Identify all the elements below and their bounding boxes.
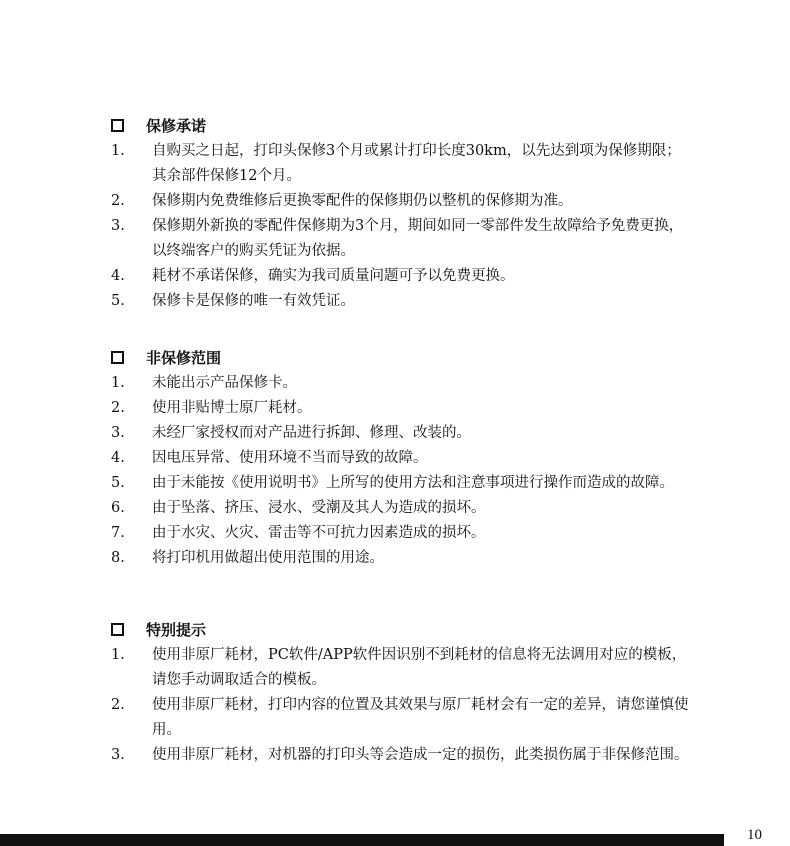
- section-special-notice: [111, 617, 691, 768]
- list-item: [111, 264, 691, 289]
- item-text: 因电压异常、使用环境不当而导致的故障。: [152, 450, 428, 466]
- item-number: 3.: [111, 747, 125, 763]
- item-number: 5.: [111, 475, 125, 491]
- item-text: 保修期内免费维修后更换零配件的保修期仍以整机的保修期为准。: [152, 193, 573, 209]
- section-header: [111, 113, 691, 137]
- item-text: 使用非原厂耗材，PC软件/APP软件因识别不到耗材的信息将无法调用对应的模板，请您手动调取适合的模板。: [152, 647, 687, 688]
- item-text: 由于水灾、火灾、雷击等不可抗力因素造成的损坏。: [152, 525, 486, 541]
- footer-bar: [0, 834, 724, 846]
- item-number: 2.: [111, 193, 125, 209]
- item-text: 由于未能按《使用说明书》上所写的使用方法和注意事项进行操作而造成的故障。: [152, 475, 674, 491]
- item-number: 4.: [111, 450, 125, 466]
- item-text: 保修卡是保修的唯一有效凭证。: [152, 293, 355, 309]
- item-number: 8.: [111, 550, 125, 566]
- section-title: 保修承诺: [146, 116, 207, 135]
- item-number: 1.: [111, 647, 125, 663]
- item-number: 4.: [111, 268, 125, 284]
- item-number: 2.: [111, 400, 125, 416]
- list-item: [111, 421, 691, 446]
- square-bullet-icon: [111, 623, 124, 636]
- list-item: [111, 189, 691, 214]
- item-text: 自购买之日起，打印头保修3个月或累计打印长度30km，以先达到项为保修期限；其余部件保修12个月。: [152, 143, 681, 184]
- item-text: 将打印机用做超出使用范围的用途。: [152, 550, 384, 566]
- section-title: 特别提示: [146, 620, 207, 639]
- item-text: 未经厂家授权而对产品进行拆卸、修理、改装的。: [152, 425, 471, 441]
- item-number: 7.: [111, 525, 125, 541]
- item-text: 使用非原厂耗材，对机器的打印头等会造成一定的损伤，此类损伤属于非保修范围。: [152, 747, 689, 763]
- item-number: 1.: [111, 143, 125, 159]
- square-bullet-icon: [111, 351, 124, 364]
- page-number: 10: [747, 827, 762, 843]
- item-number: 3.: [111, 218, 125, 234]
- list-item: [111, 496, 691, 521]
- item-number: 5.: [111, 293, 125, 309]
- list-item: [111, 214, 691, 264]
- list-item: [111, 396, 691, 421]
- item-text: 使用非贴博士原厂耗材。: [152, 400, 312, 416]
- item-text: 未能出示产品保修卡。: [152, 375, 297, 391]
- item-text: 耗材不承诺保修，确实为我司质量问题可予以免费更换。: [152, 268, 515, 284]
- section-warranty-promise: [111, 113, 691, 314]
- item-number: 3.: [111, 425, 125, 441]
- section-header: [111, 617, 691, 641]
- list-item: [111, 546, 691, 571]
- item-number: 2.: [111, 697, 125, 713]
- list-item: [111, 643, 691, 693]
- item-list: [111, 643, 691, 768]
- item-text: 保修期外新换的零配件保修期为3个月，期间如同一零部件发生故障给予免费更换，以终端客户的购买凭证为依据。: [152, 218, 684, 259]
- item-number: 1.: [111, 375, 125, 391]
- item-text: 使用非原厂耗材，打印内容的位置及其效果与原厂耗材会有一定的差异，请您谨慎使用。: [152, 697, 689, 738]
- list-item: [111, 289, 691, 314]
- list-item: [111, 743, 691, 768]
- item-number: 6.: [111, 500, 125, 516]
- item-list: [111, 139, 691, 314]
- item-list: [111, 371, 691, 571]
- section-non-warranty-scope: [111, 345, 691, 571]
- list-item: [111, 371, 691, 396]
- square-bullet-icon: [111, 119, 124, 132]
- list-item: [111, 446, 691, 471]
- list-item: [111, 693, 691, 743]
- item-text: 由于坠落、挤压、浸水、受潮及其人为造成的损坏。: [152, 500, 486, 516]
- section-title: 非保修范围: [146, 348, 222, 367]
- list-item: [111, 139, 691, 189]
- list-item: [111, 521, 691, 546]
- list-item: [111, 471, 691, 496]
- section-header: [111, 345, 691, 369]
